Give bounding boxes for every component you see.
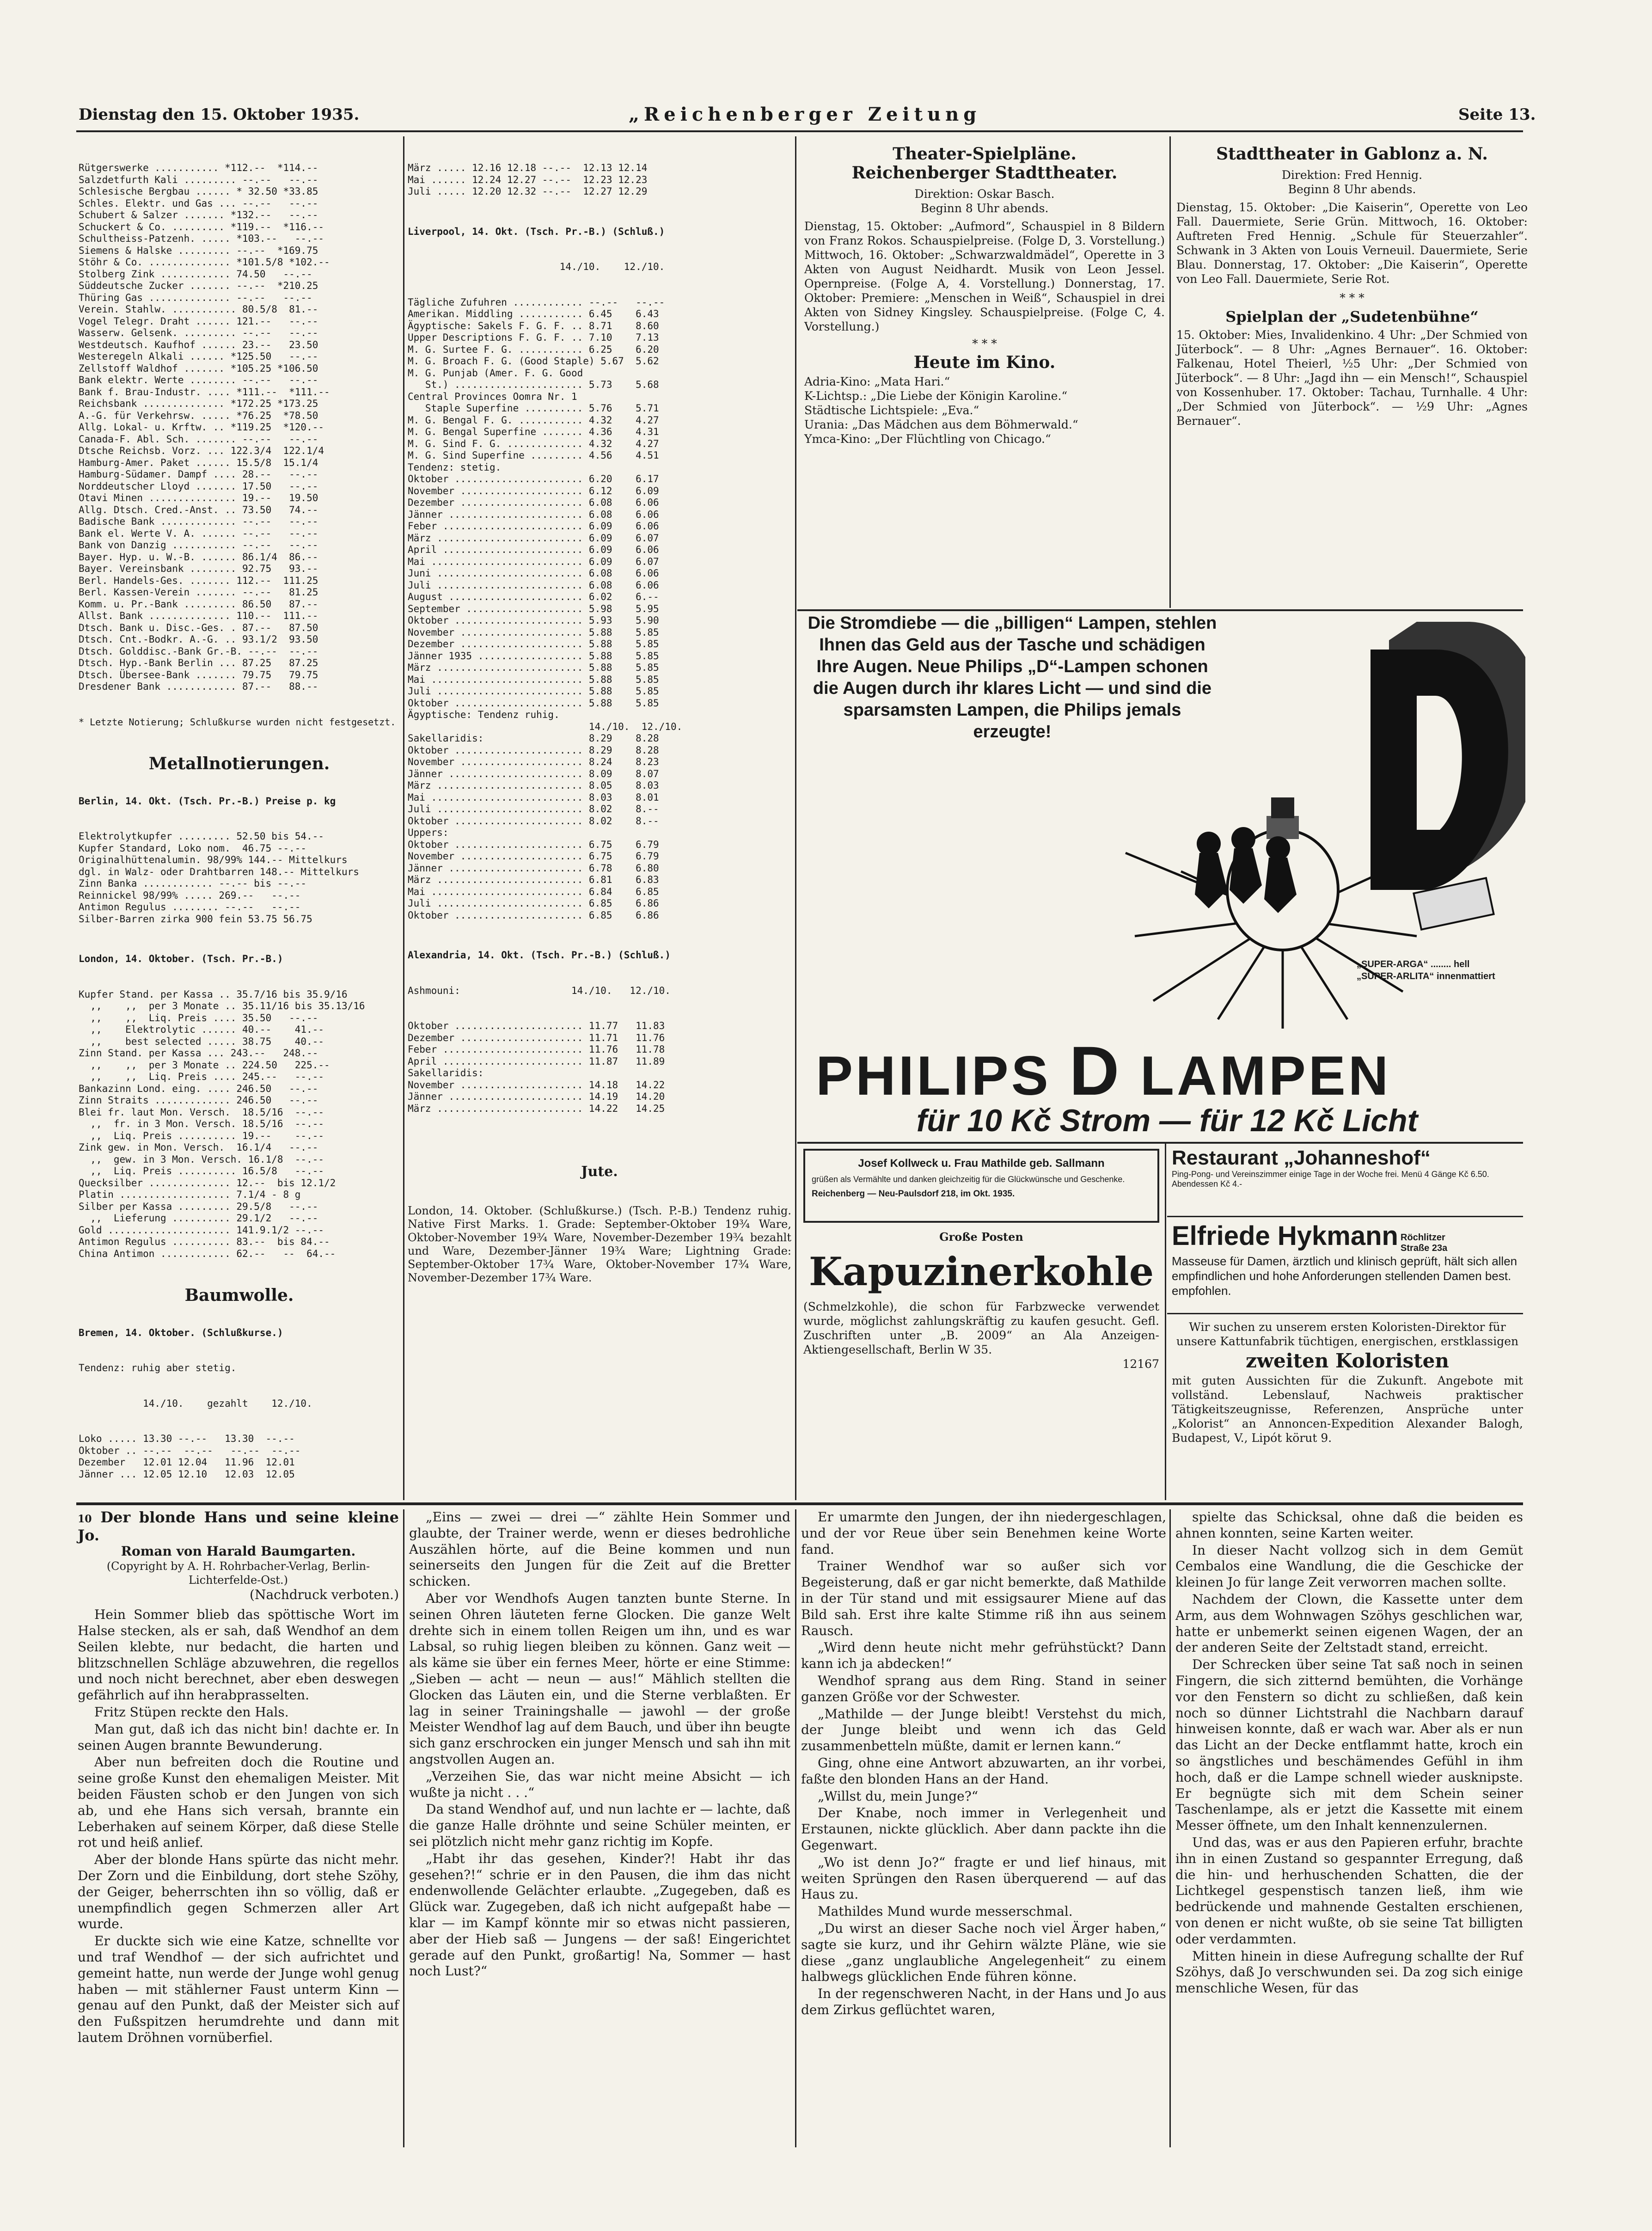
metal-row: Zinn Banka ............ --.-- bis --.-- (79, 878, 307, 889)
hykmann-ad (1172, 1220, 1523, 1304)
stock-row: Bank f. Brau-Industr. .... *111.-- *111.-- (79, 386, 330, 398)
liverpool-row: Juli ......................... 5.88 5.85 (408, 686, 659, 697)
kolorist-text: mit guten Aussichten für die Zukunft. Angebote mit vollständ. Lebenslauf, Nachweis praktischer Tätigkeitszeugnisse, Referenzen, Ansprüche unter „Kolorist“ an Annoncen-Expedition Alexander Balogh, Budapest, V., Lipót körut 9. (1172, 1374, 1523, 1445)
liverpool-row: Amerikan. Middling ........... 6.45 6.43 (408, 308, 659, 319)
liverpool-row: Staple Superfine .......... 5.76 5.71 (408, 403, 659, 414)
header-page: Seite 13. (1458, 105, 1536, 124)
liverpool-row: Juli ......................... 8.02 8.-- (408, 803, 659, 815)
novel-paragraph: „Wo ist denn Jo?“ fragte er und lief hinaus, mit weiten Sprüngen den Rasen überquerend — auf das Haus zu. (801, 1854, 1166, 1902)
liverpool-row: April ........................ 6.09 6.06 (408, 544, 659, 555)
col-sep-3 (1169, 136, 1171, 608)
liverpool-row: Uppers: (408, 827, 449, 838)
stock-row: Hamburg-Amer. Paket ...... 15.5/8 15.1/4 (79, 457, 318, 468)
liverpool-row: Oktober ...................... 5.88 5.85 (408, 697, 659, 709)
restaurant-ad (1172, 1146, 1523, 1193)
kapuziner-top: Große Posten (939, 1230, 1023, 1244)
kino-item: Adria-Kino: „Mata Hari.“ (804, 375, 950, 388)
stock-row: Badische Bank ............. --.-- --.-- (79, 516, 318, 527)
liverpool-row: März ......................... 6.09 6.07 (408, 532, 659, 544)
kollweck-text: grüßen als Vermählte und danken gleichzeitig für die Glückwünsche und Geschenke. (812, 1175, 1125, 1184)
liverpool-row: Oktober ...................... 6.75 6.79 (408, 839, 659, 850)
liverpool-row: Oktober ...................... 6.85 6.86 (408, 909, 659, 921)
mid-top-list (408, 162, 791, 198)
novel-paragraph: „Wird denn heute nicht mehr gefrühstückt? Dann kann ich ja abdecken!“ (801, 1640, 1166, 1672)
liverpool-row: Juli ......................... 6.85 6.86 (408, 898, 659, 909)
metal-row: ,, ,, Liq. Preis .... 35.50 --.-- (79, 1012, 318, 1024)
novel-paragraph: „Willst du, mein Junge?“ (818, 1788, 979, 1804)
metal-row: Platin ................... 7.1/4 - 8 g (79, 1189, 301, 1200)
restaurant-text: Ping-Pong- und Vereinszimmer einige Tage in der Woche frei. Menü 4 Gänge Kč 6.50. Abendessen Kč 4.- (1172, 1170, 1489, 1189)
restaurant-title: Restaurant „Johanneshof“ (1172, 1146, 1431, 1169)
metal-row: Kupfer Stand. per Kassa .. 35.7/16 bis 35.9/16 (79, 988, 348, 1000)
novel-paragraph: In dieser Nacht vollzog sich in dem Gemüt Cembalos eine Wandlung, die die Geschicke der kleinen Jo für lange Zeit verworren machen sollte. (1175, 1542, 1523, 1590)
stock-row: Schultheiss-Patzenh. ..... *103.-- --.-- (79, 233, 324, 244)
philips-lampen: LAMPEN (1140, 1045, 1391, 1107)
novel-sep-2 (795, 1509, 796, 2147)
liverpool-row: M. G. Sind Superfine ......... 4.56 4.51 (408, 450, 659, 461)
liverpool-row: Ägyptische: Sakels F. G. F. .. 8.71 8.60 (408, 320, 659, 331)
liverpool-row: M. G. Sind F. G. ............. 4.32 4.27 (408, 438, 659, 449)
liverpool-row: Dezember ..................... 6.08 6.06 (408, 497, 659, 508)
stock-list (79, 162, 400, 693)
gablonz-direction: Direktion: Fred Hennig. (1281, 168, 1423, 182)
metal-row: ,, Lieferung .......... 29.1/2 --.-- (79, 1213, 318, 1224)
novel-col-4 (1175, 1509, 1523, 1998)
stock-row: Schubert & Salzer ....... *132.-- --.-- (79, 209, 318, 221)
metal-row: Silber-Barren zirka 900 fein 53.75 56.75 (79, 913, 312, 925)
col-sep-2 (795, 136, 796, 1500)
header-rule (76, 130, 1523, 132)
kapuziner-text: (Schmelzkohle), die schon für Farbzwecke verwendet wurde, möglichst zahlungskräftig zu kaufen gesucht. Gefl. Zuschriften unter „B. 2009“ an Ala Anzeigen-Aktiengesellschaft, Berlin W 35. (803, 1300, 1159, 1356)
liverpool-row: Mai .......................... 6.09 6.07 (408, 556, 659, 567)
theater-title: Theater-Spielpläne. (893, 144, 1077, 164)
stock-row: Siemens & Halske ......... --.-- *169.75 (79, 245, 318, 256)
novel-paragraph: „Mathilde — der Junge bleibt! Verstehst du mich, der Junge bleibt und wenn ich das Geld zusammenbetteln müßte, damit er lernen kann.“ (801, 1706, 1166, 1754)
alexandria-row: Oktober ...................... 11.77 11.83 (408, 1020, 665, 1031)
liverpool-row: Dezember ..................... 5.88 5.85 (408, 638, 659, 650)
gablonz-stars: * * * (1340, 291, 1364, 305)
cotton-cols: 14./10. gezahlt 12./10. (79, 1397, 312, 1409)
liverpool-row: Jänner 1935 .................. 5.88 5.85 (408, 650, 659, 662)
cotton-title: Baumwolle. (184, 1286, 294, 1305)
liverpool-row: Ägyptische: Tendenz ruhig. (408, 709, 560, 720)
liverpool-row: M. G. Punjab (Amer. F. G. Good (408, 367, 583, 379)
liverpool-cols: 14./10. 12./10. (408, 261, 665, 272)
philips-argo1: „SUPER-ARGA“ ........ hell (1357, 959, 1470, 969)
novel-paragraph: Und das, was er aus den Papieren erfuhr, brachte ihn in einen Zustand so gespannter Erregung, daß die hin- und herhuschenden Schatten, die der Lichtkegel gespenstisch tanzen ließ, ihm wie bedrückende und mahnende Gestalten erschienen, von denen er nicht wußte, ob sie seine Tat billigten oder verdammten. (1175, 1834, 1523, 1947)
kollweck-title: Josef Kollweck u. Frau Mathilde geb. Sallmann (858, 1157, 1105, 1170)
cotton-head: Bremen, 14. Oktober. (Schlußkurse.) (79, 1327, 283, 1338)
novel-paragraph: Er umarmte den Jungen, der ihn niedergeschlagen, und der vor Reue über sein Benehmen keine Worte fand. (801, 1509, 1166, 1557)
novel-paragraph: In der regenschweren Nacht, in der Hans und Jo aus dem Zirkus geflüchtet waren, (801, 1986, 1166, 2017)
metal-row: ,, ,, per 3 Monate .. 35.11/16 bis 35.13/16 (79, 1000, 365, 1011)
novel-col-3 (801, 1509, 1166, 2019)
metal-row: Kupfer Standard, Loko nom. 46.75 --.-- (79, 842, 307, 854)
theater-direction: Direktion: Oskar Basch. (914, 187, 1055, 201)
liverpool-row: November ..................... 5.88 5.85 (408, 626, 659, 638)
sudeten-title: Spielplan der „Sudetenbühne“ (1225, 308, 1479, 325)
liverpool-row: Upper Descriptions F. G. F. .. 7.10 7.13 (408, 332, 659, 343)
liverpool-row: Mai .......................... 6.84 6.85 (408, 886, 659, 897)
stock-row: Rütgerswerke ........... *112.-- *114.-- (79, 162, 318, 173)
stock-column (79, 139, 400, 1502)
novel-paragraph: „Habt ihr das gesehen, Kinder?! Habt ihr das gesehen?!“ schrie er in den Pausen, die ihm das nicht endenwollende Gelächter erlaubte. „Zugegeben, daß es Glück war. Zugegeben, daß ich nicht aufgepaßt habe — klar — im Kampf könnte mir so etwas nicht passieren, aber der Hieb saß — Jungens — der saß! Eingerichtet gerade auf den Punkt, großartig! Na, Sommer — hast noch Lust?“ (409, 1851, 790, 1979)
novel-col-3-text (801, 1509, 1166, 2018)
novel-paragraph: spielte das Schicksal, ohne daß die beiden es ahnen konnten, seine Karten weiter. (1175, 1509, 1523, 1541)
metal-row: Originalhüttenalumin. 98/99% 144.-- Mittelkurs (79, 854, 348, 865)
novel-col-1-text (78, 1607, 399, 2046)
kolorist-intro: Wir suchen zu unserem ersten Koloristen-Direktor für unsere Kattunfabrik tüchtigen, energischen, erstklassigen (1176, 1320, 1519, 1348)
cotton-row: Oktober .. --.-- --.-- --.-- --.-- (79, 1445, 301, 1456)
kino-list (804, 374, 1165, 446)
liverpool-row: März ......................... 5.88 5.85 (408, 662, 659, 673)
stock-row: Reichsbank .............. *172.25 *173.25 (79, 398, 318, 409)
metal-row: ,, best selected ..... 38.75 40.-- (79, 1036, 324, 1047)
metals-london-list (79, 989, 400, 1260)
philips-slogan: für 10 Kč Strom — für 12 Kč Licht (916, 1103, 1418, 1138)
novel-paragraph: „Du wirst an dieser Sache noch viel Ärger haben,“ sagte sie kurz, und ihr Gehirn wälzte Pläne, wie sie diese „ganz unglaubliche Angelegenheit“ zu einem halbwegs glücklichen Ende führen könne. (801, 1920, 1166, 1985)
stock-row: Hamburg-Südamer. Dampf .... 28.-- --.-- (79, 469, 318, 480)
stock-row: Dtsch. Golddisc.-Bank Gr.-B. --.-- --.-- (79, 645, 318, 657)
kino-item: Ymca-Kino: „Der Flüchtling von Chicago.“ (804, 432, 1051, 446)
stock-row: Dtsch. Übersee-Bank ....... 79.75 79.75 (79, 669, 318, 680)
stock-row: Süddeutsche Zucker ....... --.-- *210.25 (79, 280, 318, 291)
stock-row: Westdeutsch. Kaufhof ...... 23.-- 23.50 (79, 339, 318, 350)
kollweck-ad (803, 1149, 1159, 1223)
stock-row: Stolberg Zink ............ 74.50 --.-- (79, 268, 312, 280)
metal-row: ,, gew. in 3 Mon. Versch. 16.1/8 --.-- (79, 1153, 324, 1165)
ads-rule (797, 609, 1523, 611)
stock-row: Bayer. Hyp. u. W.-B. ...... 86.1/4 86.-- (79, 551, 318, 563)
metal-row: ,, fr. in 3 Mon. Versch. 18.5/16 --.-- (79, 1118, 324, 1129)
metal-row: Blei fr. laut Mon. Versch. 18.5/16 --.-- (79, 1106, 324, 1118)
novel-note: (Nachdruck verboten.) (250, 1587, 399, 1603)
kolorist-ad (1172, 1320, 1523, 1445)
metal-row: Antimon Regulus .......... 83.-- bis 84.-- (79, 1236, 330, 1247)
novel-rule (76, 1502, 1523, 1505)
liverpool-row: September .................... 5.98 5.95 (408, 603, 659, 614)
stock-row: Zellstoff Waldhof ....... *105.25 *106.50 (79, 362, 318, 374)
cotton-row: Loko ..... 13.30 --.-- 13.30 --.-- (79, 1433, 295, 1444)
stock-row: Dtsche Reichsb. Vorz. ... 122.3/4 122.1/4 (79, 445, 324, 456)
novel-paragraph: „Eins — zwei — drei —“ zählte Hein Sommer und glaubte, der Trainer werde, wenn er dieses bedrohliche Auszählen hörte, auf die Beine kommen und nun seinerseits den Jungen für die Zeit auf die Bretter schicken. (409, 1509, 790, 1589)
liverpool-row: Tendenz: stetig. (408, 461, 502, 473)
liverpool-row: Tägliche Zufuhren ............ --.-- --.-- (408, 296, 665, 308)
metal-row: Reinnickel 98/99% ..... 269.-- --.-- (79, 889, 301, 901)
stock-row: Wasserw. Gelsenk. ......... --.-- --.-- (79, 327, 318, 338)
sudeten-text: 15. Oktober: Mies, Invalidenkino. 4 Uhr: „Der Schmied von Jüterbock“. — 8 Uhr: „Agnes Bernauer“. 16. Oktober: Falkenau, Hotel Theierl, ½5 Uhr: „Der Schmied von Jüterbock“. — 8 Uhr: „Jagd ihn — ein Mensch!“, Schauspiel von Kossenhuber. 17. Oktober: Tachau, Turnhalle. 4 Uhr: „Der Schmied von Jüterbock“. — ½9 Uhr: „Agnes Bernauer“. (1176, 328, 1528, 428)
stock-row: Westeregeln Alkali ...... *125.50 --.-- (79, 351, 318, 362)
novel-paragraph: Mitten hinein in diese Aufregung schallte der Ruf Szöhys, daß Jo verschwunden sei. Da zog sich einige menschliche Wesen, für das (1175, 1948, 1523, 1996)
hykmann-text: Masseuse für Damen, ärztlich und klinisch geprüft, hält sich allen empfindlichen und hohe Anforderungen stellenden Damen best. empfohlen. (1172, 1254, 1517, 1298)
theater-subtitle: Reichenberger Stadttheater. (851, 163, 1118, 183)
cotton-tendency: Tendenz: ruhig aber stetig. (79, 1362, 237, 1373)
novel-paragraph: Aber vor Wendhofs Augen tanzten bunte Sterne. In seinen Ohren läuteten ferne Glocken. Die ganze Welt drehte sich in einem tollen Reigen um ihn, und es war Labsal, so ruhig liegen bleiben zu können. Ganz weit — als käme sie über ein fernes Meer, hörte er eine Stimme: „Sieben — acht — neun — aus!“ Mählich stellten die Glocken das Läuten ein, und die Sterne verblaßten. Er lag in seiner Trainingshalle — jawohl — der große Meister Wendhof lag auf dem Bauch, und über ihn beugte sich ganz erschrocken ein junger Mensch und sah ihn mit angstvollen Augen an. (409, 1590, 790, 1767)
metals-berlin-list (79, 831, 400, 925)
novel-paragraph: Trainer Wendhof war so außer sich vor Begeisterung, daß er gar nicht bemerkte, daß Mathilde in der Tür stand und mit essigsaurer Miene auf das Bild sah. Erst ihre kalte Stimme riß ihn aus seinem Rausch. (801, 1558, 1166, 1638)
novel-col-4-text (1175, 1509, 1523, 1997)
stock-row: Allg. Dtsch. Cred.-Anst. .. 73.50 74.-- (79, 504, 318, 515)
alexandria-head: Alexandria, 14. Okt. (Tsch. Pr.-B.) (Schluß.) (408, 950, 671, 961)
philips-ad-text: Die Stromdiebe — die „billigen“ Lampen, stehlen Ihnen das Geld aus der Tasche und schädigen Ihre Augen. Neue Philips „D“-Lampen schonen die Augen durch ihr klares Licht — und sind die sparsamsten Lampen, die Philips jemals erzeugte! (808, 613, 1217, 742)
liverpool-row: Mai .......................... 8.03 8.01 (408, 791, 659, 803)
col-sep-1 (403, 136, 404, 1500)
kapuziner-title: Kapuzinerkohle (808, 1249, 1154, 1294)
stock-row: Allst. Bank .............. 110.-- 111.-- (79, 610, 318, 621)
alexandria-sub: Ashmouni: 14./10. 12./10. (408, 985, 671, 996)
header-paper: „Reichenberger Zeitung (629, 104, 981, 125)
liverpool-row: November ..................... 6.75 6.79 (408, 851, 659, 862)
metal-row: Antimon Regulus ........ --.-- --.-- (79, 901, 301, 913)
novel-col-2 (409, 1509, 790, 1980)
liverpool-row: St.) ...................... 5.73 5.68 (408, 379, 659, 390)
stock-row: Otavi Minen ............... 19.-- 19.50 (79, 492, 318, 503)
stock-row: Komm. u. Pr.-Bank ......... 86.50 87.-- (79, 598, 318, 610)
alexandria-row: Dezember ..................... 11.71 11.76 (408, 1032, 665, 1043)
kino-item: Städtische Lichtspiele: „Eva.“ (804, 404, 979, 417)
stock-row: Norddeutscher Lloyd ....... 17.50 --.-- (79, 480, 318, 492)
hykmann-rule (1167, 1313, 1523, 1314)
metals-berlin-head: Berlin, 14. Okt. (Tsch. Pr.-B.) Preise p. kg (79, 795, 336, 807)
stock-row: Dtsch. Hyp.-Bank Berlin ... 87.25 87.25 (79, 657, 318, 668)
novel-paragraph: Wendhof sprang aus dem Ring. Stand in seiner ganzen Größe vor der Schwester. (801, 1673, 1166, 1704)
liverpool-row: Oktober ...................... 8.29 8.28 (408, 744, 659, 756)
theater-text: Dienstag, 15. Oktober: „Aufmord“, Schauspiel in 8 Bildern von Franz Rokos. Schauspielpreise. (Folge D, 3. Vorstellung.) Mittwoch, 16. Oktober: „Schwarzwaldmädel“, Operette in 3 Akten von August Neidhardt. Musik von Leon Jessel. Opernpreise. (Folge A, 4. Vorstellung.) Donnerstag, 17. Oktober: Premiere: „Menschen in Weiß“, Schauspiel in drei Akten von Sidney Kingsley. Schauspielpreise. (Folge C, 4. Vorstellung.) (804, 220, 1165, 333)
stock-row: Bayer. Vereinsbank ........ 92.75 93.-- (79, 563, 318, 574)
liverpool-row: März ......................... 8.05 8.03 (408, 780, 659, 791)
novel-paragraph: Der Schrecken über seine Tat saß noch in seinen Fingern, die sich zitternd bemühten, die Vorhänge vor den Fenstern so dicht zu schließen, daß kein noch so dünner Lichtstrahl die Nachbarn darauf hinweisen konnte, daß er wach war. Aber als er nun das Licht an der Decke entflammt hatte, kroch ein so ängstliches und beschämendes Gefühl in ihm hoch, daß er die Lampe schnell wieder ausknipste. Er begnügte sich mit dem Schein seiner Taschenlampe, als er jetzt die Kassette mit einem Messer öffnete, um den Inhalt kennenzulernen. (1175, 1657, 1523, 1833)
alexandria-row: Feber ........................ 11.76 11.78 (408, 1044, 665, 1055)
metal-row: Quecksilber .............. 12.-- bis 12.1/2 (79, 1177, 336, 1189)
stock-row: Berl. Handels-Ges. ....... 112.-- 111.25 (79, 575, 318, 586)
kino-item: Urania: „Das Mädchen aus dem Böhmerwald.“ (804, 418, 1078, 431)
stock-row: Dtsch. Cnt.-Bodkr. A.-G. .. 93.1/2 93.50 (79, 634, 318, 645)
liverpool-row: Juli ......................... 6.08 6.06 (408, 579, 659, 591)
stock-row: Canada-F. Abl. Sch. ....... --.-- --.-- (79, 433, 318, 445)
novel-col-1 (78, 1509, 399, 2047)
header-date: Dienstag den 15. Oktober 1935. (79, 105, 360, 124)
novel-paragraph: Da stand Wendhof auf, und nun lachte er — lachte, daß die ganze Halle dröhnte und seine Schüler meinten, er sei plötzlich nicht mehr ganz richtig im Kopfe. (409, 1802, 790, 1849)
cotton-row: Mai ...... 12.24 12.27 --.-- 12.23 12.23 (408, 174, 648, 185)
stock-row: Verein. Stahlw. ........... 80.5/8 81.-- (79, 304, 318, 315)
cotton-row: März ..... 12.16 12.18 --.-- 12.13 12.14 (408, 162, 648, 173)
stocks-note: * Letzte Notierung; Schlußkurse wurden nicht festgesetzt. (79, 716, 396, 728)
novel-paragraph: Aber der blonde Hans spürte das nicht mehr. Der Zorn und die Einbildung, dort stehe Szöhy, der Geiger, beherrschten ihn so völlig, daß er unempfindlich gegen Schmerzen aller Art wurde. (78, 1852, 399, 1932)
metal-row: Zinn Straits ............. 246.50 --.-- (79, 1095, 318, 1106)
novel-subtitle: Roman von Harald Baumgarten. (121, 1543, 356, 1559)
market-column (408, 139, 791, 1502)
novel-col-2-text (409, 1509, 790, 1980)
liverpool-row: M. G. Bengal Superfine ....... 4.36 4.31 (408, 426, 659, 437)
kapuziner-ad (803, 1230, 1159, 1489)
stock-row: Dtsch. Bank u. Disc.-Ges. . 87.-- 87.50 (79, 622, 318, 633)
stock-row: A.-G. für Verkehrsw. ..... *76.25 *78.50 (79, 410, 318, 421)
kapuziner-code: 12167 (1122, 1357, 1159, 1371)
stock-row: Salzdetfurth Kali ......... --.-- --.-- (79, 174, 318, 185)
liverpool-row: Jänner ....................... 6.78 6.80 (408, 862, 659, 874)
kolorist-title: zweiten Koloristen (1246, 1349, 1449, 1372)
novel-paragraph: Hein Sommer blieb das spöttische Wort im Halse stecken, als er sah, daß Wendhof an dem Seilen klebte, nur bedacht, die harten und blitzschnellen Schläge abzuwehren, die regellos und noch nicht berechnet, aber eben deswegen gefährlich auf ihn herabprasselten. (78, 1607, 399, 1703)
stock-row: Dresdener Bank ............ 87.-- 88.-- (79, 681, 318, 692)
novel-paragraph: Er duckte sich wie eine Katze, schnellte vor und traf Wendhof — der sich aufrichtet und gemeint hatte, nun werde der Junge wohl genug haben — mit stählerner Faust unterm Kinn — genau auf den Punkt, daß der Meister sich auf den Fußspitzen herumdrehte und dann mit lautem Dröhnen vornüberfiel. (78, 1933, 399, 2045)
novel-paragraph: Aber nun befreiten doch die Routine und seine große Kunst den ehemaligen Meister. Mit beiden Fäusten schob er den Jungen von sich ab, und ehe Hans sich versah, brannte ein Leberhaken auf seinem Körper, daß diese Stelle rot und heiß anlief. (78, 1754, 399, 1851)
novel-paragraph: Nachdem der Clown, die Kassette unter dem Arm, aus dem Wohnwagen Szöhys geschlichen war, hatte er unbemerkt seinen eigenen Wagen, der an der anderen Seite der Zeltstadt stand, erreicht. (1175, 1591, 1523, 1655)
metal-row: ,, ,, Liq. Preis .... 245.-- --.-- (79, 1071, 324, 1082)
liverpool-row: M. G. Bengal F. G. ........... 4.32 4.27 (408, 414, 659, 426)
metals-london-head: London, 14. Oktober. (Tsch. Pr.-B.) (79, 953, 283, 964)
metal-row: Zinn Stand. per Kassa ... 243.-- 248.-- (79, 1048, 318, 1059)
philips-d-letter: D (1069, 1032, 1122, 1109)
hykmann-title: Elfriede Hykmann (1172, 1221, 1398, 1251)
liverpool-row: 14./10. 12./10. (408, 721, 683, 732)
stock-row: Allg. Lokal- u. Krftw. .. *119.25 *120.-- (79, 422, 324, 433)
metal-row: dgl. in Walz- oder Drahtbarren 148.-- Mittelkurs (79, 866, 359, 877)
liverpool-row: Juni ......................... 6.08 6.06 (408, 568, 659, 579)
alexandria-list (408, 1020, 791, 1115)
jute-title: Jute. (581, 1164, 618, 1180)
novel-paragraph: Der Knabe, noch immer in Verlegenheit und Erstaunen, nickte glücklich. Aber dann packte ihn die Gegenwart. (801, 1805, 1166, 1853)
liverpool-row: November ..................... 8.24 8.23 (408, 756, 659, 767)
liverpool-row: Jänner ....................... 8.09 8.07 (408, 768, 659, 779)
stock-row: Schuckert & Co. ......... *119.-- *116.-- (79, 221, 324, 233)
cotton-row: Dezember 12.01 12.04 11.96 12.01 (79, 1457, 295, 1468)
ads-rule-2 (797, 1142, 1523, 1144)
novel-sep-1 (403, 1509, 404, 2147)
gablonz-begin: Beginn 8 Uhr abends. (1288, 183, 1416, 196)
liverpool-list (408, 297, 791, 922)
novel-paragraph: Fritz Stüpen reckte den Hals. (94, 1704, 289, 1720)
restaurant-rule (1167, 1216, 1523, 1217)
theater-stars: * * * (972, 337, 997, 350)
gablonz-text: Dienstag, 15. Oktober: „Die Kaiserin“, Operette von Leo Fall. Dauermiete, Serie Grün. Mittwoch, 16. Oktober: Auftreten Fred Hennig. „Schule für Steuerzahler“. Schwank in 3 Akten von Louis Verneuil. Dauermiete, Serie Blau. Donnerstag, 17. Oktober: „Die Kaiserin“, Operette von Leo Fall. Dauermiete, Serie Rot. (1176, 201, 1528, 286)
novel-paragraph: Ging, ohne eine Antwort abzuwarten, an ihr vorbei, faßte den blonden Hans an der Hand. (801, 1755, 1166, 1787)
cotton-row: Jänner ... 12.05 12.10 12.03 12.05 (79, 1468, 295, 1480)
kollweck-place: Reichenberg — Neu-Paulsdorf 218, im Okt. 1935. (812, 1189, 1015, 1199)
metal-row: Elektrolytkupfer ......... 52.50 bis 54.-- (79, 831, 324, 842)
hykmann-street: Röchlitzer Straße 23a (1401, 1232, 1448, 1253)
metal-row: Bankazinn Lond. eing. .... 246.50 --.-- (79, 1083, 318, 1094)
theater-block (804, 144, 1165, 446)
metal-row: ,, Elektrolytic ...... 40.-- 41.-- (79, 1024, 324, 1035)
stock-row: Schles. Elektr. und Gas ... --.-- --.-- (79, 197, 318, 209)
stock-row: Bank von Danzig ........... --.-- --.-- (79, 539, 318, 551)
novel-copyright: (Copyright by A. H. Rohrbacher-Verlag, Berlin-Lichterfelde-Ost.) (106, 1560, 370, 1587)
liverpool-row: Central Provinces Oomra Nr. 1 (408, 391, 577, 402)
liverpool-row: Jänner ....................... 6.08 6.06 (408, 509, 659, 520)
metal-row: Gold ..................... 141.9.1/2 --.-- (79, 1224, 324, 1236)
stock-row: Vogel Telegr. Draht ...... 121.-- --.-- (79, 315, 318, 327)
gablonz-block (1176, 144, 1528, 428)
metal-row: Silber per Kassa ......... 29.5/8 --.-- (79, 1201, 318, 1212)
liverpool-row: Oktober ...................... 6.20 6.17 (408, 473, 659, 484)
novel-title: Der blonde Hans und seine kleine Jo. (78, 1508, 399, 1544)
alexandria-row: Jänner ....................... 14.19 14.20 (408, 1091, 665, 1102)
alexandria-row: November ..................... 14.18 14.22 (408, 1079, 665, 1091)
stock-row: Bank el. Werte V. A. ...... --.-- --.-- (79, 527, 318, 539)
liverpool-row: November ..................... 6.12 6.09 (408, 485, 659, 496)
philips-brand (816, 1031, 1509, 1111)
philips-argo2: „SUPER-ARLITA“ innenmattiert (1357, 971, 1495, 981)
liverpool-row: M. G. Broach F. G. (Good Staple) 5.67 5.62 (408, 355, 659, 367)
philips-ad (802, 613, 1525, 1144)
stock-row: Stöhr & Co. .............. *101.5/8 *102.-- (79, 257, 330, 268)
cotton-row: Juli ..... 12.20 12.32 --.-- 12.27 12.29 (408, 186, 648, 197)
liverpool-row: Oktober ...................... 5.93 5.90 (408, 615, 659, 626)
stock-row: Schlesische Bergbau ...... * 32.50 *33.85 (79, 186, 318, 197)
liverpool-row: Sakellaridis: 8.29 8.28 (408, 733, 659, 744)
novel-number: 10 (78, 1513, 92, 1525)
jute-text: London, 14. Oktober. (Schlußkurse.) (Tsch. P.-B.) Tendenz ruhig. Native First Marks. 1. Grade: September-Oktober 19¾ Ware, Oktober-November 19¾ Ware, November-Dezember 19¾ bezahlt und Ware, Dezember-Jänner 19¾ Ware; Lightning Grade: September-Oktober 17¾ Ware, Oktober-November 17¾ Ware, November-Dezember 17¾ Ware. (408, 1204, 791, 1284)
stock-row: Berl. Kassen-Verein ....... --.-- 81.25 (79, 587, 318, 598)
liverpool-row: Feber ........................ 6.09 6.06 (408, 521, 659, 532)
metal-row: Zink gew. in Mon. Versch. 16.1/4 --.-- (79, 1142, 318, 1153)
cotton-list (79, 1433, 400, 1480)
metal-row: ,, ,, per 3 Monate .. 224.50 225.-- (79, 1059, 330, 1071)
liverpool-head: Liverpool, 14. Okt. (Tsch. Pr.-B.) (Schluß.) (408, 226, 665, 237)
metals-title: Metallnotierungen. (148, 754, 330, 773)
liverpool-row: Mai .......................... 5.88 5.85 (408, 674, 659, 685)
stock-row: Thüring Gas .............. --.-- --.-- (79, 292, 312, 303)
alexandria-row: März ......................... 14.22 14.25 (408, 1103, 665, 1114)
novel-paragraph: „Verzeihen Sie, das war nicht meine Absicht — ich wußte ja nicht . . .“ (409, 1768, 790, 1800)
metal-row: ,, Liq. Preis .......... 16.5/8 --.-- (79, 1165, 324, 1177)
liverpool-row: August ....................... 6.02 6.-- (408, 591, 659, 602)
ads-sep-v (1165, 1142, 1166, 1500)
theater-begin: Beginn 8 Uhr abends. (920, 202, 1049, 215)
metal-row: China Antimon ............ 62.-- -- 64.-- (79, 1248, 336, 1259)
novel-paragraph: Mathildes Mund wurde messerschmal. (818, 1904, 1073, 1919)
kino-title: Heute im Kino. (913, 353, 1056, 372)
stock-row: Bank elektr. Werte ........ --.-- --.-- (79, 374, 318, 386)
novel-sep-3 (1169, 1509, 1171, 2147)
alexandria-row: April ........................ 11.87 11.89 (408, 1055, 665, 1067)
metal-row: ,, Liq. Preis .......... 19.-- --.-- (79, 1130, 324, 1141)
novel-heading (78, 1509, 399, 1544)
philips-brand-name: PHILIPS (816, 1045, 1051, 1107)
gablonz-title: Stadttheater in Gablonz a. N. (1216, 144, 1488, 164)
liverpool-row: M. G. Surtee F. G. ........... 6.25 6.20 (408, 343, 659, 355)
alexandria-row: Sakellaridis: (408, 1067, 484, 1079)
liverpool-row: März ......................... 6.81 6.83 (408, 874, 659, 885)
novel-paragraph: Man gut, daß ich das nicht bin! dachte er. In seinen Augen brannte Bewunderung. (78, 1721, 399, 1753)
kino-item: K-Lichtsp.: „Die Liebe der Königin Karoline.“ (804, 389, 1068, 403)
liverpool-row: Oktober ...................... 8.02 8.-- (408, 815, 659, 827)
